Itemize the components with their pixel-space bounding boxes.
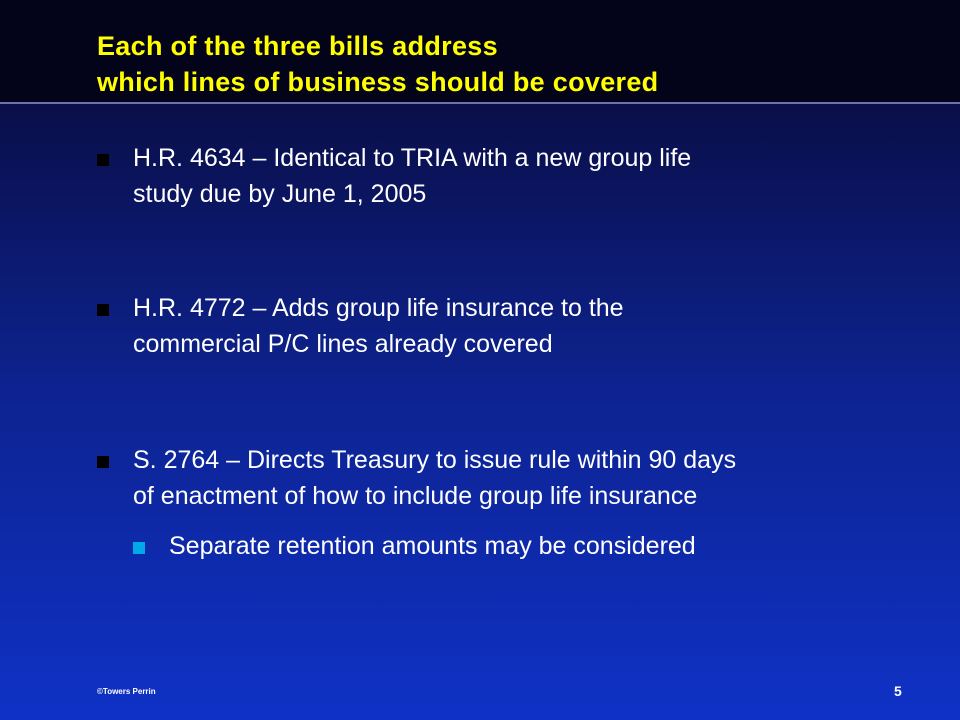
bullet-text-line-2: study due by June 1, 2005 xyxy=(133,180,427,208)
bullet-text-line-1: S. 2764 – Directs Treasury to issue rule within 90 days xyxy=(133,446,737,474)
bullet-square-icon xyxy=(97,304,109,316)
bullet-text-line-1: H.R. 4634 – Identical to TRIA with a new group life xyxy=(133,144,692,172)
bullet-text-line-1: H.R. 4772 – Adds group life insurance to the xyxy=(133,294,624,322)
footer-copyright: ©Towers Perrin xyxy=(97,687,156,696)
slide-title-line-1: Each of the three bills address xyxy=(97,31,498,61)
bullet-square-icon xyxy=(97,154,109,166)
title-bar xyxy=(0,0,960,102)
bullet-text-line-2: of enactment of how to include group life insurance xyxy=(133,482,698,510)
sub-bullet-square-icon xyxy=(133,542,145,554)
slide-title-line-2: which lines of business should be covered xyxy=(97,67,659,97)
sub-bullet-text: Separate retention amounts may be considered xyxy=(169,532,696,560)
bullet-text-line-2: commercial P/C lines already covered xyxy=(133,330,553,358)
page-number: 5 xyxy=(894,683,902,699)
title-divider xyxy=(0,102,960,104)
slide-title xyxy=(97,28,658,100)
bullet-square-icon xyxy=(97,456,109,468)
